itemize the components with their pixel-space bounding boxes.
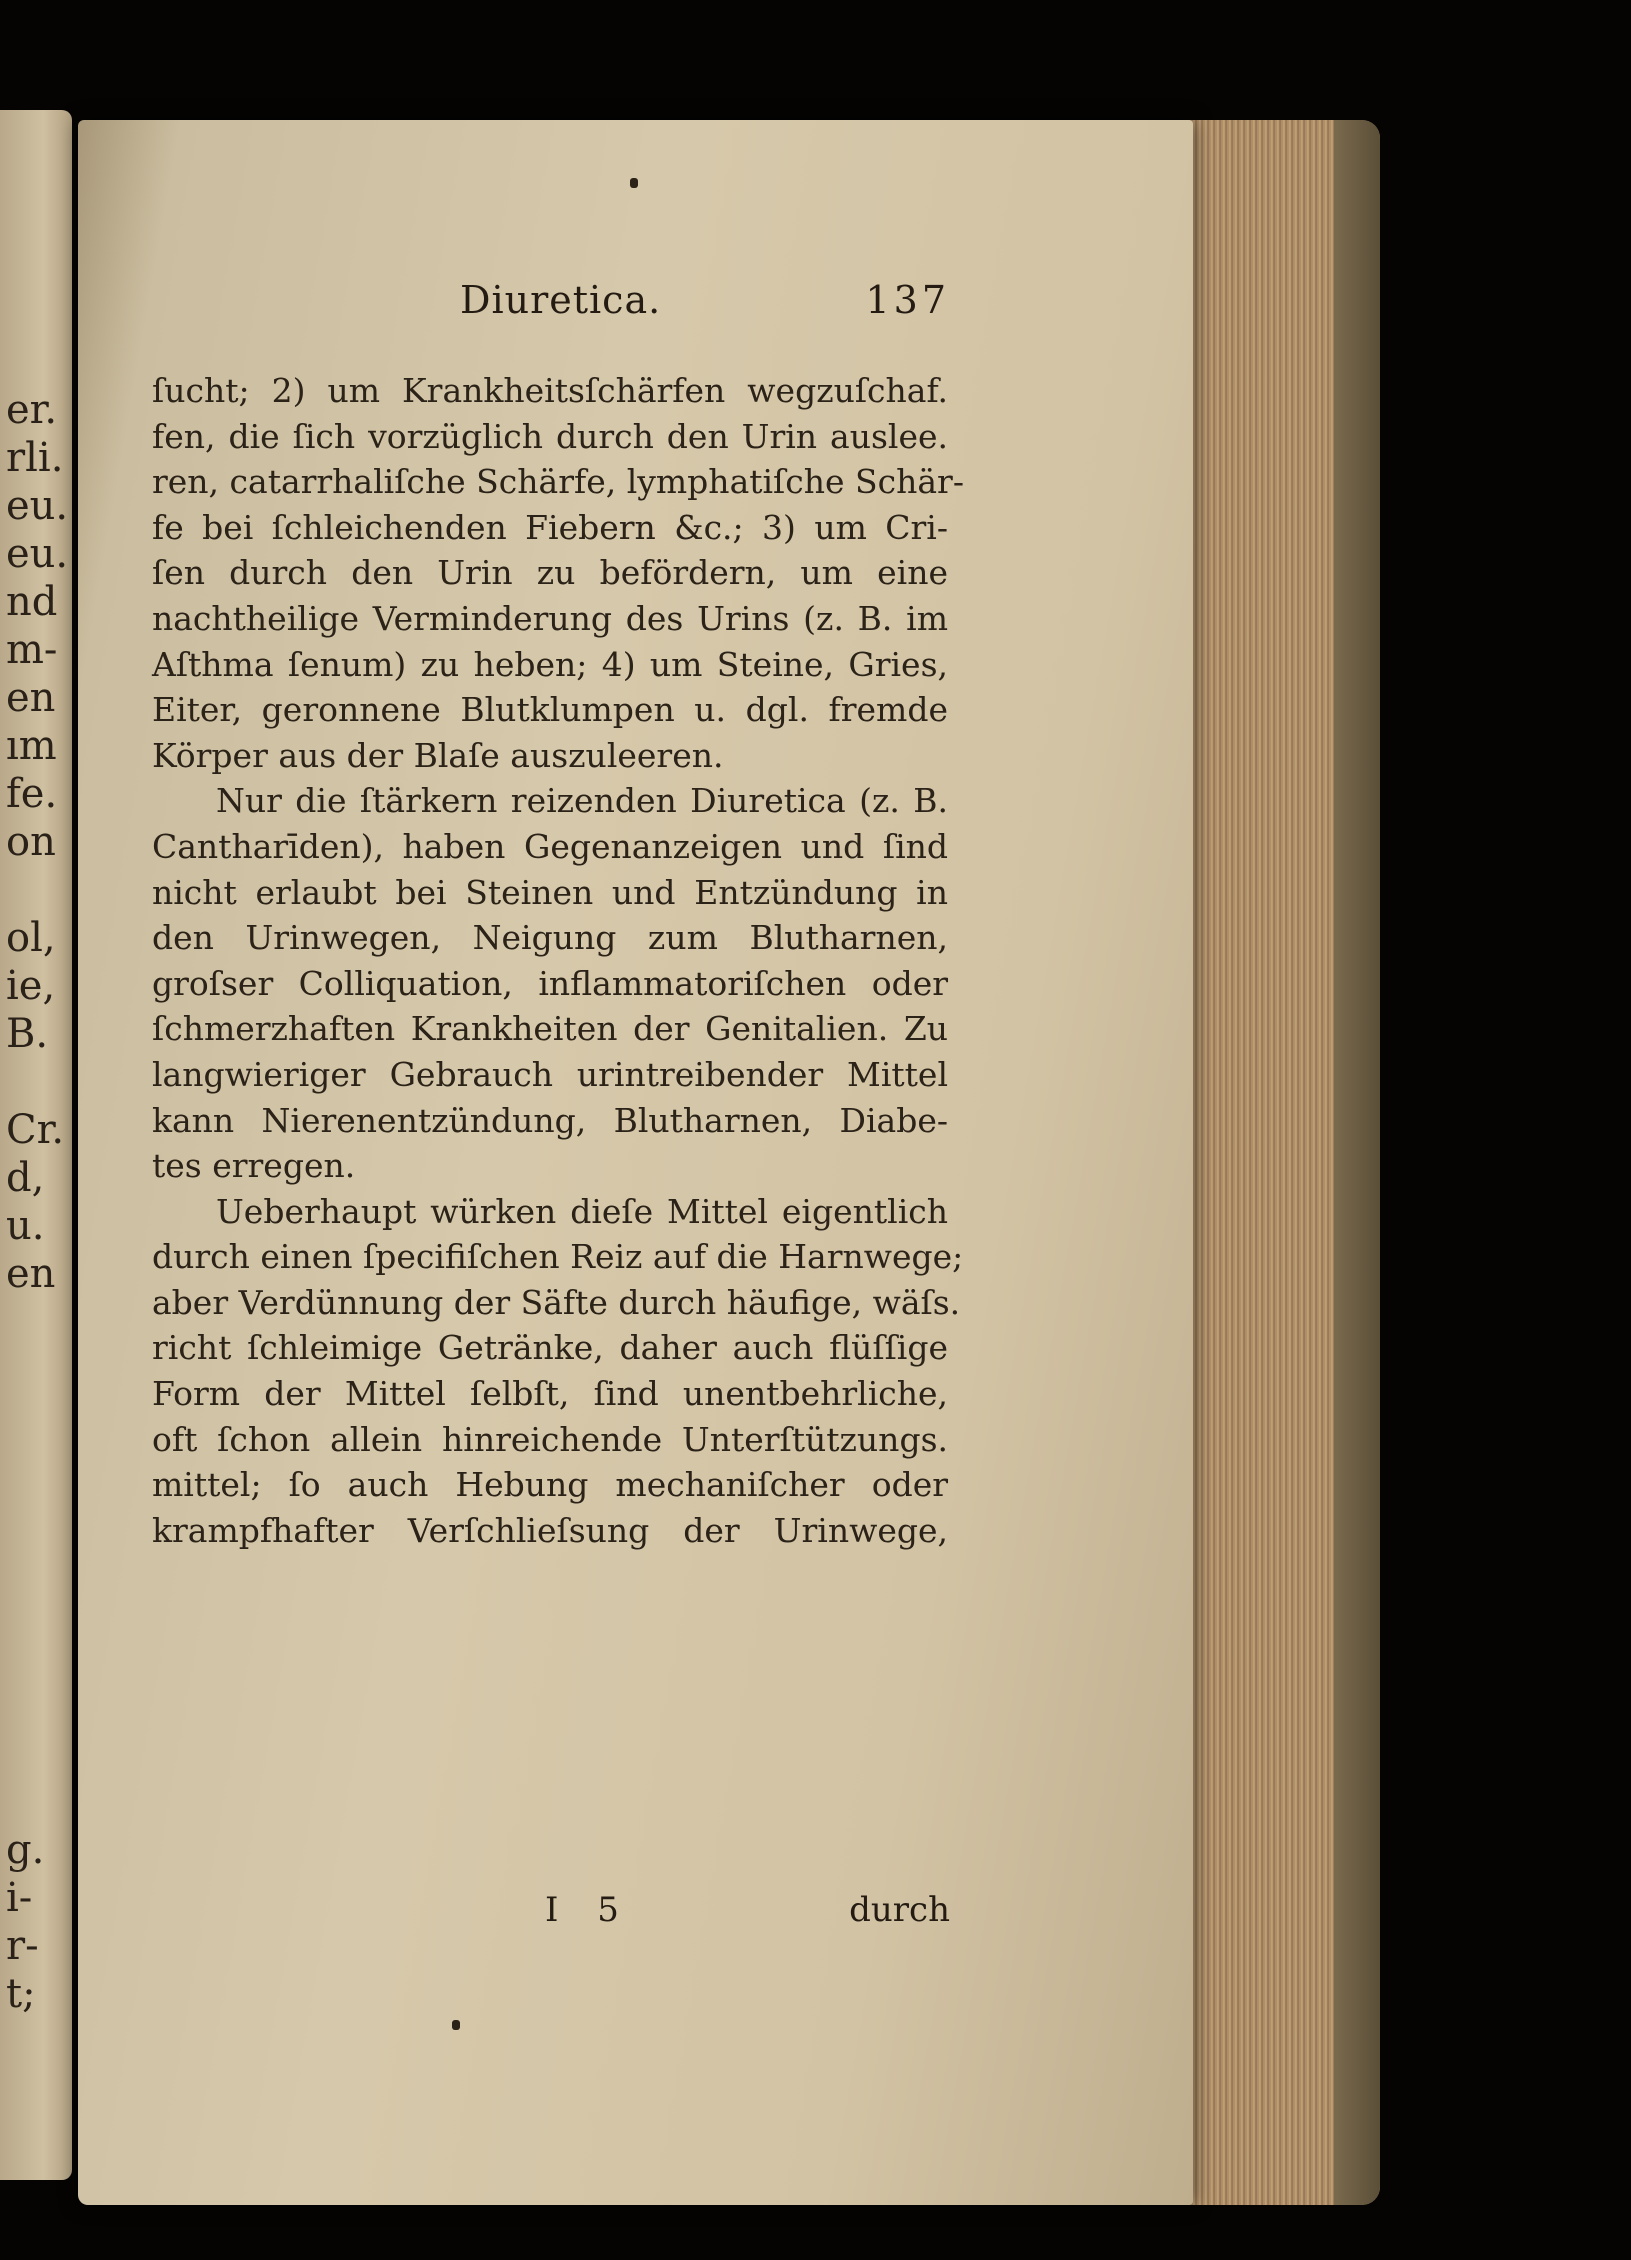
running-title: Diuretica. bbox=[460, 278, 662, 322]
left-page-fragment: en bbox=[6, 675, 56, 721]
left-page-fragment: m- bbox=[6, 627, 58, 673]
text-line: Aſthma ſenum) zu heben; 4) um Steine, Gries, bbox=[152, 644, 948, 684]
page-footer bbox=[150, 1890, 950, 1940]
text-line: oft ſchon allein hinreichende Unterſtützungs. bbox=[152, 1419, 948, 1459]
text-line: groſser Colliquation, inflammatoriſchen oder bbox=[152, 963, 948, 1003]
text-line: ren, catarrhaliſche Schärfe, lymphatiſche Schär- bbox=[152, 462, 964, 502]
body-text bbox=[152, 368, 964, 1553]
catchword: durch bbox=[849, 1890, 950, 1930]
text-line: langwieriger Gebrauch urintreibender Mittel bbox=[152, 1054, 948, 1094]
left-page-fragment: g. bbox=[6, 1827, 45, 1873]
text-line: ſucht; 2) um Krankheitsſchärfen wegzuſchaf. bbox=[152, 371, 948, 410]
text-line: durch einen ſpecifiſchen Reiz auf die Harnwege; bbox=[152, 1237, 964, 1277]
left-page-fragment: rli. bbox=[6, 435, 64, 481]
text-line: Körper aus der Blaſe auszuleeren. bbox=[152, 735, 724, 775]
text-line: richt ſchleimige Getränke, daher auch flüſſige bbox=[152, 1328, 948, 1368]
text-line: aber Verdünnung der Säfte durch häufige, wäſs. bbox=[152, 1282, 961, 1322]
left-page-fragment: er. bbox=[6, 387, 58, 433]
text-line: Form der Mittel ſelbſt, ſind unentbehrliche, bbox=[152, 1374, 948, 1414]
left-page-fragment: r- bbox=[6, 1923, 39, 1969]
book-fore-edge bbox=[1180, 120, 1380, 2205]
text-line: mittel; ſo auch Hebung mechaniſcher oder bbox=[152, 1465, 948, 1505]
text-line: Cantharīden), haben Gegenanzeigen und ſind bbox=[152, 826, 948, 866]
left-page-fragment: ol, bbox=[6, 915, 56, 961]
left-page-fragment: on bbox=[6, 819, 56, 865]
text-line: nicht erlaubt bei Steinen und Entzündung in bbox=[152, 872, 948, 912]
ink-spot bbox=[630, 178, 638, 188]
ink-spot bbox=[452, 2020, 460, 2030]
text-line: tes erregen. bbox=[152, 1146, 356, 1186]
text-line: kann Nierenentzündung, Blutharnen, Diabe- bbox=[152, 1100, 948, 1140]
left-page-fragment: eu. bbox=[6, 531, 69, 577]
text-line: Nur die ſtärkern reizenden Diuretica (z. B. bbox=[216, 781, 948, 821]
left-page-fragment: nd bbox=[6, 579, 58, 625]
text-line: nachtheilige Verminderung des Urins (z. B. im bbox=[152, 598, 948, 638]
left-page-fragment: fe. bbox=[6, 771, 58, 817]
page-number: 137 bbox=[865, 278, 950, 322]
text-line: krampfhafter Verſchlieſsung der Urinwege, bbox=[152, 1510, 948, 1550]
text-line: den Urinwegen, Neigung zum Blutharnen, bbox=[152, 918, 948, 958]
running-head bbox=[150, 270, 950, 330]
left-page-fragment: en bbox=[6, 1251, 56, 1297]
text-line: Ueberhaupt würken dieſe Mittel eigentlich bbox=[216, 1191, 948, 1231]
left-page-fragment: i- bbox=[6, 1875, 33, 1921]
left-page-fragment: ım bbox=[6, 723, 57, 769]
left-page-fragment: Cr. bbox=[6, 1107, 65, 1153]
left-page-fragment: eu. bbox=[6, 483, 69, 529]
left-page-fragment: d, bbox=[6, 1155, 45, 1201]
text-line: ſen durch den Urin zu befördern, um eine bbox=[152, 553, 948, 593]
text-line: Eiter, geronnene Blutklumpen u. dgl. fremde bbox=[152, 690, 948, 730]
left-page-fragment: ie, bbox=[6, 963, 56, 1009]
left-page-fragment: u. bbox=[6, 1203, 45, 1249]
signature-mark: I 5 bbox=[545, 1890, 633, 1930]
left-page-fragment: B. bbox=[6, 1011, 49, 1057]
left-page-edge bbox=[0, 110, 72, 2180]
left-page-fragment: t; bbox=[6, 1971, 36, 2017]
text-line: fe bei ſchleichenden Fiebern &c.; 3) um Cri- bbox=[152, 507, 948, 547]
text-line: fen, die ſich vorzüglich durch den Urin auslee. bbox=[152, 416, 948, 456]
text-line: ſchmerzhaften Krankheiten der Genitalien. Zu bbox=[152, 1009, 948, 1049]
